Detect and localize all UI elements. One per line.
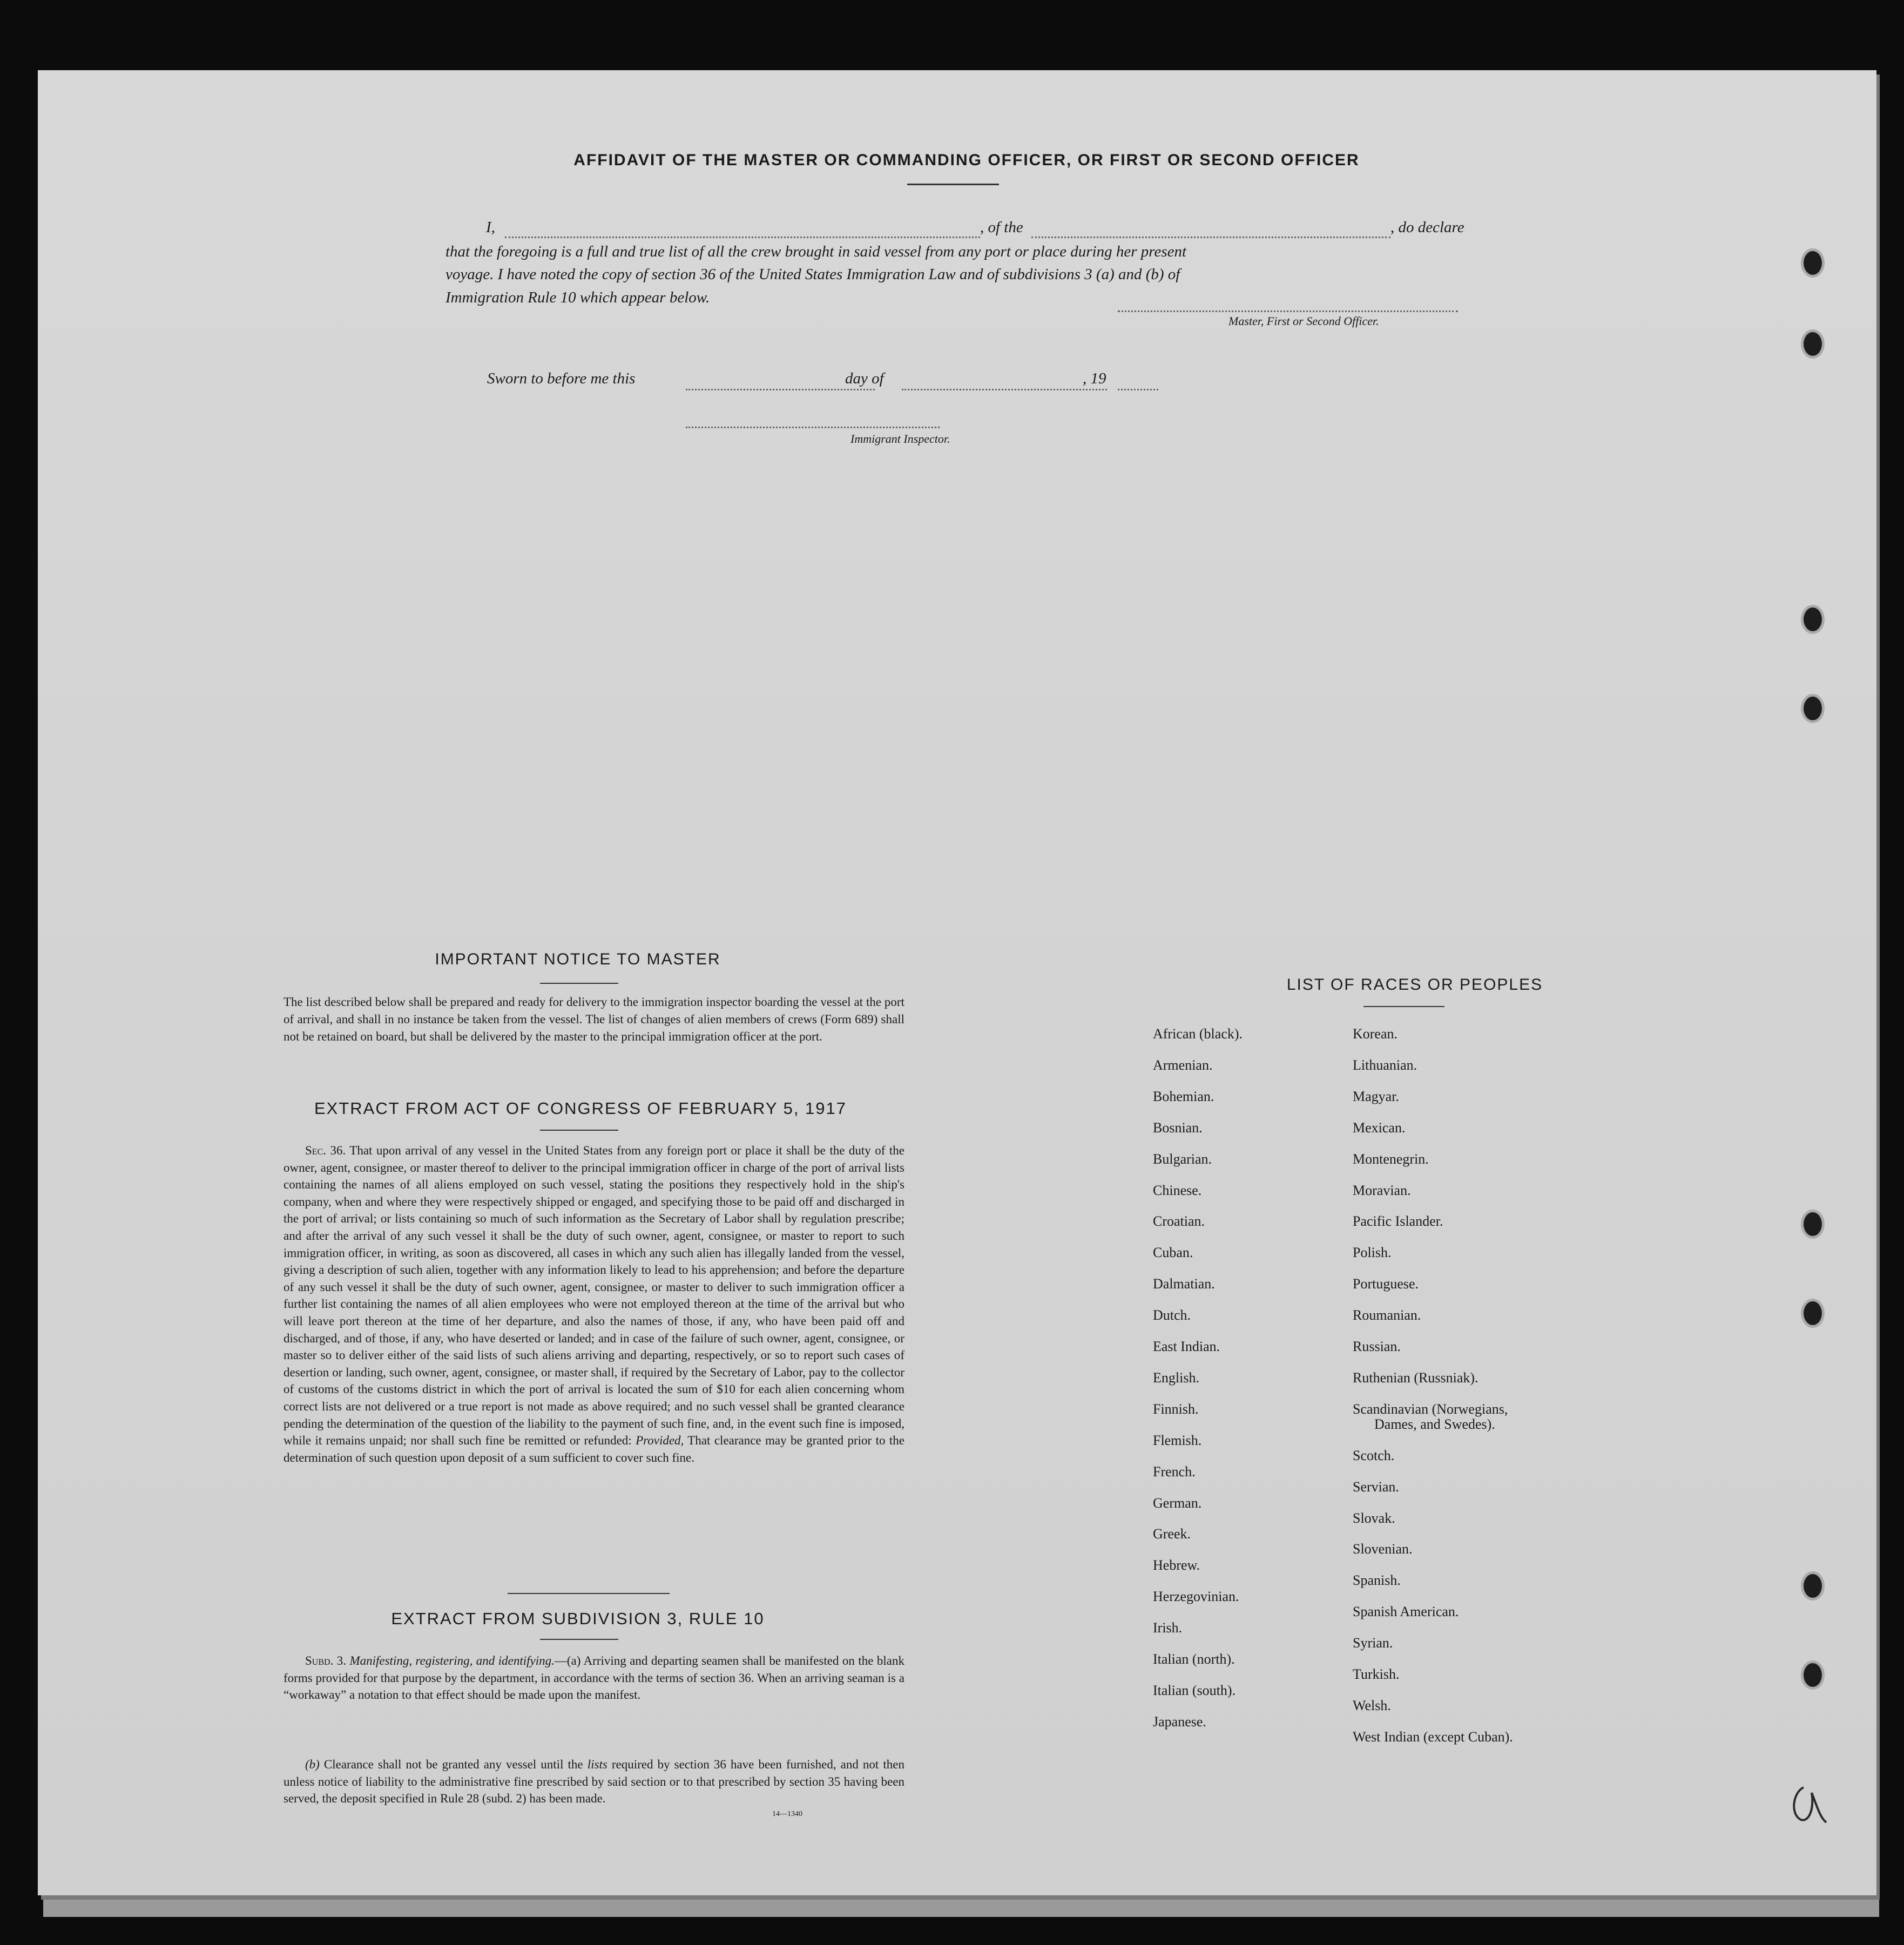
race-item: Hebrew. (1153, 1557, 1200, 1573)
rule-title-rule (540, 1639, 618, 1640)
race-item: Pacific Islander. (1353, 1213, 1443, 1230)
binder-hole-7 (1801, 1571, 1825, 1600)
rule-part-b-label: (b) (305, 1758, 320, 1771)
notice-title: IMPORTANT NOTICE TO MASTER (435, 950, 721, 968)
race-item: Russian. (1353, 1339, 1401, 1354)
race-item: Scandinavian (Norwegians, (1353, 1401, 1508, 1417)
race-item: Cuban. (1153, 1245, 1193, 1261)
rule-subd-heading: Manifesting, registering, and identifying. (349, 1654, 555, 1667)
binder-hole-6 (1801, 1299, 1825, 1328)
inspector-caption: Immigrant Inspector. (850, 432, 950, 445)
affidavit-of-the-label: , of the (980, 219, 1023, 236)
race-item: Armenian. (1153, 1057, 1213, 1073)
rule-part-a-label: —(a) (554, 1654, 581, 1667)
rule-title: EXTRACT FROM SUBDIVISION 3, RULE 10 (391, 1609, 765, 1628)
handwritten-mark (1782, 1777, 1831, 1831)
inspector-signature-line[interactable] (686, 427, 940, 428)
race-item: Lithuanian. (1353, 1057, 1417, 1073)
act-title-rule (540, 1130, 618, 1131)
notice-title-rule (540, 983, 618, 984)
race-item: Dalmatian. (1153, 1276, 1215, 1292)
sworn-day-field[interactable] (686, 389, 875, 390)
race-item: Herzegovinian. (1153, 1589, 1239, 1605)
race-item: French. (1153, 1463, 1196, 1480)
race-item: Dutch. (1153, 1307, 1191, 1323)
act-provided-label: Provided, (636, 1434, 684, 1448)
race-item: Polish. (1353, 1245, 1392, 1261)
race-item: Magyar. (1353, 1088, 1399, 1104)
races-title-rule (1363, 1006, 1444, 1007)
race-item: Moravian. (1353, 1182, 1411, 1198)
race-item: Mexican. (1353, 1119, 1406, 1136)
act-end-rule (508, 1593, 670, 1594)
race-item: Finnish. (1153, 1401, 1199, 1417)
master-signature-line[interactable] (1118, 310, 1458, 312)
race-item: Syrian. (1353, 1635, 1393, 1651)
act-title: EXTRACT FROM ACT OF CONGRESS OF FEBRUARY 5, 1917 (314, 1099, 847, 1118)
sworn-month-field[interactable] (902, 389, 1107, 390)
race-item: Servian. (1353, 1478, 1399, 1495)
race-item: Bosnian. (1153, 1119, 1203, 1136)
binder-hole-3 (1801, 605, 1825, 634)
race-item: Japanese. (1153, 1713, 1206, 1730)
rule-subd-label: Subd. 3. (305, 1654, 347, 1667)
act-body: That upon arrival of any vessel in the United States from any foreign port or place it shall be the duty of the owner, agent, consignee, or master thereof to deliver to the principal immigration officer in charge of the port of arrival lists containing the names of all aliens employed on such vessel, stating the positions they respectively hold in the ship's company, when and where they were respectively shipped or engaged, and specifying those to be paid off and discharged in the port of arrival; or lists containing so much of such information as the Secretary of Labor shall by regulation prescribe; and after the arrival of any such vessel it shall be the duty of such owner, agent, consignee, or master to report to such immigration officer, in writing, as soon as discovered, all cases in which any such alien has illegally landed from the vessel, giving a description of such alien, together with any information likely to lead to his apprehension; and before the departure of any such vessel it shall be the duty of such owner, agent, consignee, or master to deliver to such immigration officer a further list containing the names of all alien employees who were not employed thereon at the time of the arrival but who will leave port thereon at the time of her departure, and also the names of those, if any, who have been paid off and discharged, and of those, if any, who have deserted or landed; and in case of the failure of such owner, agent, consignee, or master so to deliver either of the said lists of such aliens arriving and departing, respectively, or so to report such cases of desertion or landing, such owner, agent, consignee, or master shall, if required by the Secretary of Labor, pay to the collector of customs of the customs district in which the port of arrival is located the sum of $10 for each alien concerning whom correct lists are not delivered or a true report is not made as above required; and no such vessel shall be granted clearance pending the determination of the question of the liability to the payment of such fine, and, in the event such fine is imposed, while it remains unpaid; nor shall such fine be remitted or refunded: (283, 1144, 904, 1448)
race-item: Slovenian. (1353, 1541, 1413, 1557)
race-item: Spanish. (1353, 1572, 1401, 1589)
binder-hole-4 (1801, 694, 1825, 723)
binder-hole-8 (1801, 1660, 1825, 1690)
race-item: Portuguese. (1353, 1276, 1419, 1292)
race-item: Korean. (1353, 1026, 1398, 1042)
race-item: West Indian (except Cuban). (1353, 1728, 1513, 1745)
master-signature-caption: Master, First or Second Officer. (1228, 314, 1379, 328)
sworn-label: Sworn to before me this (487, 370, 636, 387)
rule-part-b-lists: lists (587, 1758, 607, 1771)
act-section-36-text (283, 1142, 904, 1466)
rule-subd-a-text (283, 1652, 904, 1704)
act-sec-label: Sec. 36. (305, 1144, 346, 1157)
race-item: Croatian. (1153, 1213, 1205, 1230)
affidavit-line-2: that the foregoing is a full and true list of all the crew brought in said vessel from any port or place during her present (445, 243, 1187, 260)
race-item: Greek. (1153, 1526, 1191, 1542)
affidavit-line-4: Immigration Rule 10 which appear below. (445, 289, 710, 306)
affidavit-declare-label: , do declare (1390, 219, 1464, 236)
rule-part-b-end: required by section 36 have been furnished, and not then unless notice of liability to the administrative fine prescribed by said section or to that prescribed by section 35 having been served, the deposit specified in Rule 28 (subd. 2) has been made. (283, 1758, 905, 1806)
race-item: Dames, and Swedes). (1374, 1416, 1495, 1432)
race-item: African (black). (1153, 1026, 1243, 1042)
affidavit-i-label: I, (486, 219, 495, 236)
race-item: Italian (south). (1153, 1682, 1236, 1698)
race-item: Ruthenian (Russniak). (1353, 1369, 1478, 1386)
day-of-label: day of (845, 370, 884, 387)
sworn-year-field[interactable] (1118, 389, 1158, 390)
race-item: Welsh. (1353, 1697, 1391, 1713)
race-item: Roumanian. (1353, 1307, 1421, 1323)
year-label: , 19 (1083, 370, 1106, 387)
race-item: Montenegrin. (1353, 1151, 1429, 1167)
binder-hole-1 (1801, 248, 1825, 278)
vessel-name-field[interactable] (1031, 237, 1390, 238)
race-item: East Indian. (1153, 1339, 1220, 1354)
act-body-end: That clearance may be granted prior to the determination of such question upon deposit of a sum sufficient to cover such fine. (283, 1434, 904, 1464)
affidavit-line-3: voyage. I have noted the copy of section 36 of the United States Immigration Law and of subdivisions 3 (a) and (b) of (445, 266, 1180, 283)
document-page (38, 70, 1876, 1895)
binder-hole-2 (1801, 329, 1825, 359)
races-title: LIST OF RACES OR PEOPLES (1286, 976, 1543, 994)
form-number: 14—1340 (772, 1810, 802, 1818)
race-item: Chinese. (1153, 1182, 1202, 1198)
race-item: Turkish. (1353, 1666, 1400, 1682)
race-item: English. (1153, 1369, 1199, 1386)
race-item: Flemish. (1153, 1432, 1202, 1448)
rule-part-a-body: Arriving and departing seamen shall be manifested on the blank forms provided for that purpose by the department, in accordance with the terms of section 36. When an arriving seaman is a “workaway” a notation to that effect should be made upon the manifest. (283, 1654, 904, 1702)
race-item: Irish. (1153, 1620, 1183, 1636)
master-name-field[interactable] (505, 237, 980, 238)
race-item: Italian (north). (1153, 1651, 1235, 1667)
notice-body: The list described below shall be prepared and ready for delivery to the immigration inspector boarding the vessel at the port of arrival, and shall in no instance be taken from the vessel. The list of changes of alien members of crews (Form 689) shall not be retained on board, but shall be delivered by the master to the principal immigration officer at the port. (283, 995, 904, 1043)
race-item: Slovak. (1353, 1510, 1395, 1526)
affidavit-title-rule (907, 184, 999, 185)
race-item: Spanish American. (1353, 1604, 1459, 1620)
rule-subd-b-text (283, 1756, 904, 1807)
race-item: Scotch. (1353, 1447, 1395, 1463)
rule-part-b-start: Clearance shall not be granted any vessel until the (323, 1758, 583, 1771)
race-item: German. (1153, 1495, 1202, 1511)
race-item: Bulgarian. (1153, 1151, 1212, 1167)
race-item: Bohemian. (1153, 1088, 1214, 1104)
binder-hole-5 (1801, 1210, 1825, 1239)
affidavit-title: AFFIDAVIT OF THE MASTER OR COMMANDING OFFICER, OR FIRST OR SECOND OFFICER (573, 151, 1360, 169)
